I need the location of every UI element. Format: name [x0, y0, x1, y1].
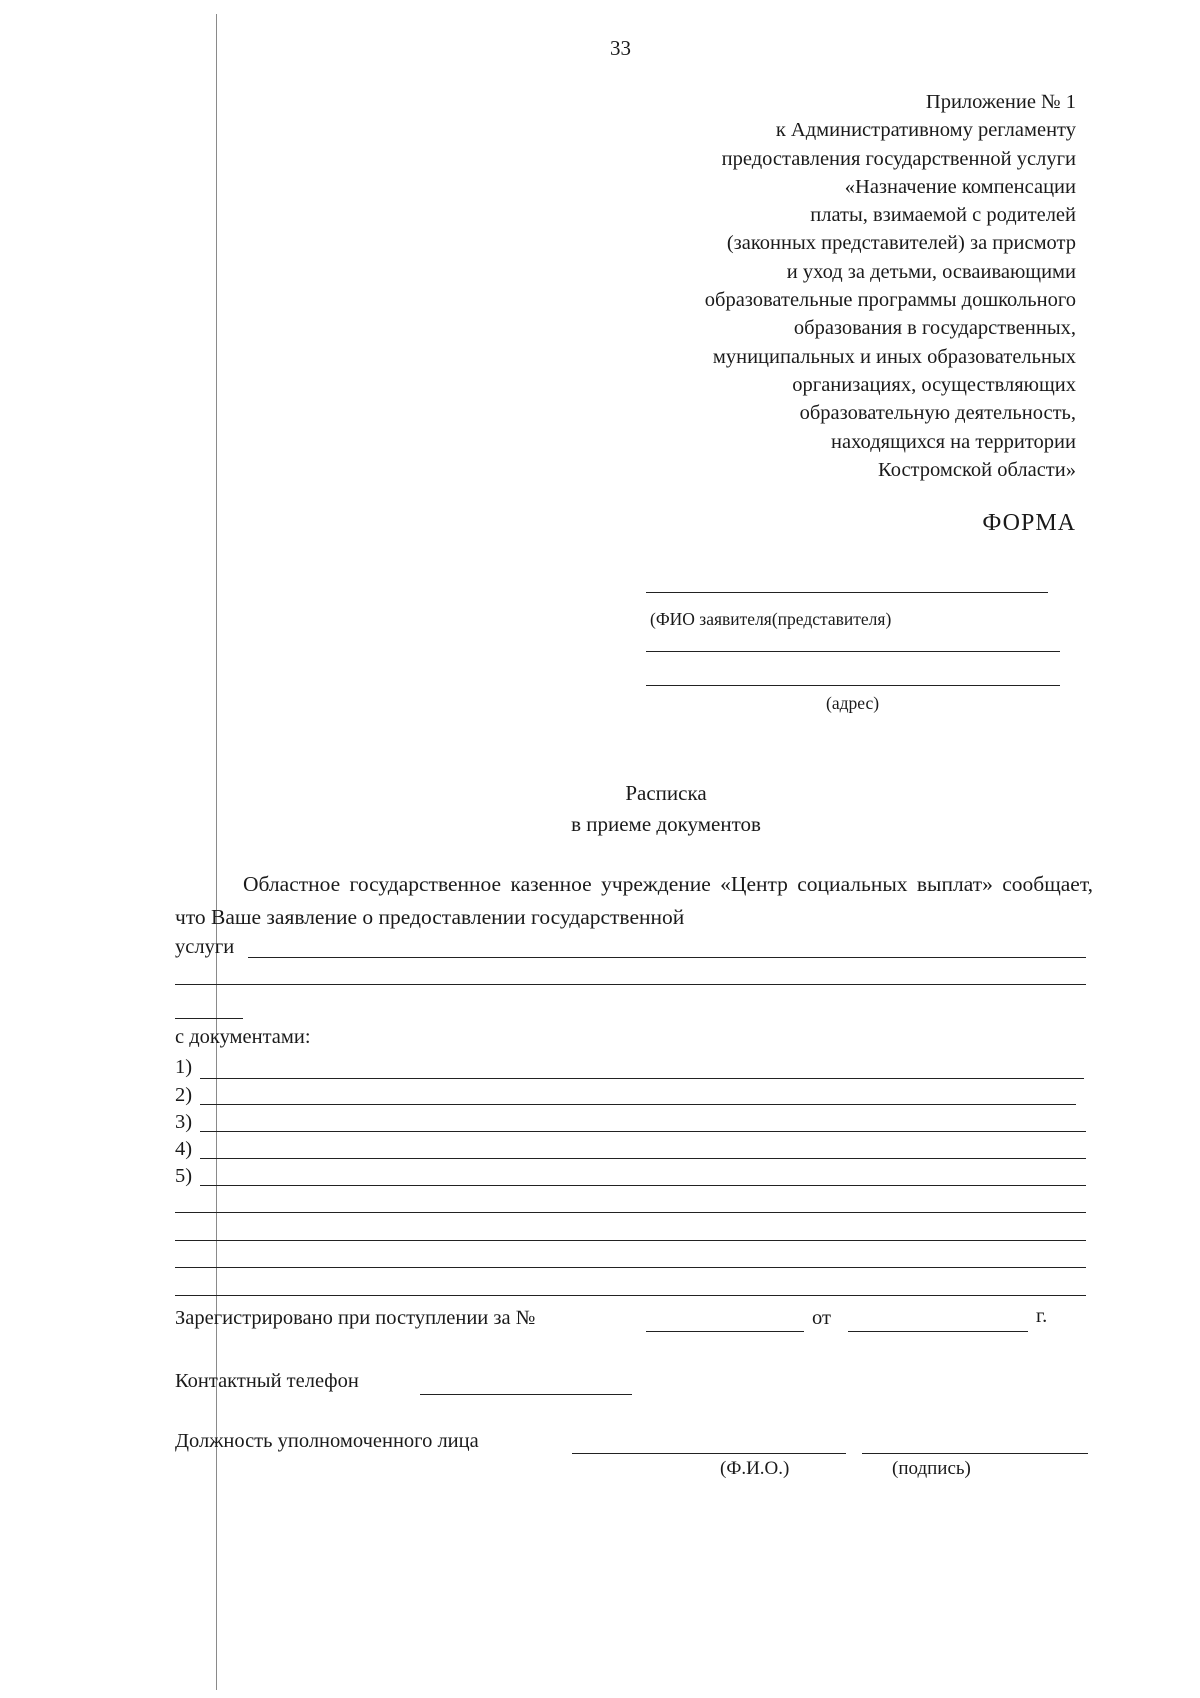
- appendix-line: (законных представителей) за присмотр: [726, 232, 1076, 255]
- service-field-line-2[interactable]: [175, 984, 1086, 985]
- appendix-line: Приложение № 1: [925, 91, 1076, 113]
- extra-field-line[interactable]: [175, 1267, 1086, 1268]
- service-label: услуги: [175, 936, 235, 958]
- registration-year-suffix: г.: [1036, 1305, 1048, 1327]
- extra-field-line[interactable]: [175, 1212, 1086, 1213]
- form-label: ФОРМА: [982, 510, 1076, 536]
- registration-label: Зарегистрировано при поступлении за №: [175, 1307, 536, 1329]
- official-position-label: Должность уполномоченного лица: [175, 1430, 479, 1452]
- doc-item-field[interactable]: [200, 1131, 1086, 1132]
- appendix-line: образования в государственных,: [793, 317, 1076, 340]
- registration-from-label: от: [812, 1307, 831, 1329]
- official-signature-field[interactable]: [862, 1453, 1088, 1454]
- contact-phone-label: Контактный телефон: [175, 1370, 359, 1392]
- body-paragraph: [175, 868, 1093, 934]
- documents-label: с документами:: [175, 1026, 311, 1048]
- doc-item-number: 5): [175, 1165, 193, 1187]
- appendix-line: муниципальных и иных образовательных: [712, 345, 1076, 368]
- doc-item-number: 1): [175, 1056, 193, 1078]
- appendix-line: организациях, осуществляющих: [792, 373, 1076, 396]
- applicant-name-field[interactable]: [646, 592, 1048, 593]
- body-paragraph-text: Областное государственное казенное учреждение «Центр социальных выплат» сообщает, что Ваше заявление о предоставлении государственной: [175, 872, 1093, 929]
- official-signature-caption: (подпись): [892, 1458, 971, 1479]
- doc-item-field[interactable]: [200, 1185, 1086, 1186]
- doc-item-number: 3): [175, 1111, 193, 1133]
- applicant-name-caption: (ФИО заявителя(представителя): [650, 609, 892, 629]
- appendix-line: Костромской области»: [878, 458, 1076, 481]
- doc-item-field[interactable]: [200, 1078, 1084, 1079]
- applicant-address-field-1[interactable]: [646, 651, 1060, 652]
- doc-item-field[interactable]: [200, 1158, 1086, 1159]
- appendix-line: находящихся на территории: [831, 430, 1076, 453]
- appendix-header: [556, 88, 1076, 484]
- doc-item-field[interactable]: [200, 1104, 1076, 1105]
- service-field-line-3[interactable]: [175, 1018, 243, 1019]
- registration-number-field[interactable]: [646, 1331, 804, 1332]
- page-number: 33: [610, 36, 631, 60]
- appendix-line: и уход за детьми, осваивающими: [786, 260, 1076, 283]
- receipt-title: [0, 778, 1200, 840]
- appendix-line: к Административному регламенту: [775, 119, 1076, 142]
- appendix-line: образовательную деятельность,: [799, 402, 1076, 425]
- applicant-address-field-2[interactable]: [646, 685, 1060, 686]
- doc-item-number: 4): [175, 1138, 193, 1160]
- official-fio-field[interactable]: [572, 1453, 846, 1454]
- service-field-line-1[interactable]: [248, 957, 1086, 958]
- registration-date-field[interactable]: [848, 1331, 1028, 1332]
- contact-phone-field[interactable]: [420, 1394, 632, 1395]
- extra-field-line[interactable]: [175, 1295, 1086, 1296]
- appendix-line: предоставления государственной услуги: [721, 147, 1076, 170]
- applicant-address-caption: (адрес): [826, 693, 880, 713]
- appendix-line: образовательные программы дошкольного: [704, 289, 1076, 312]
- appendix-line: «Назначение компенсации: [844, 175, 1076, 198]
- doc-item-number: 2): [175, 1084, 193, 1106]
- receipt-title-line2: в приеме документов: [571, 812, 761, 836]
- appendix-line: платы, взимаемой с родителей: [810, 204, 1076, 227]
- official-fio-caption: (Ф.И.О.): [720, 1458, 790, 1479]
- extra-field-line[interactable]: [175, 1240, 1086, 1241]
- receipt-title-line1: Расписка: [625, 781, 707, 805]
